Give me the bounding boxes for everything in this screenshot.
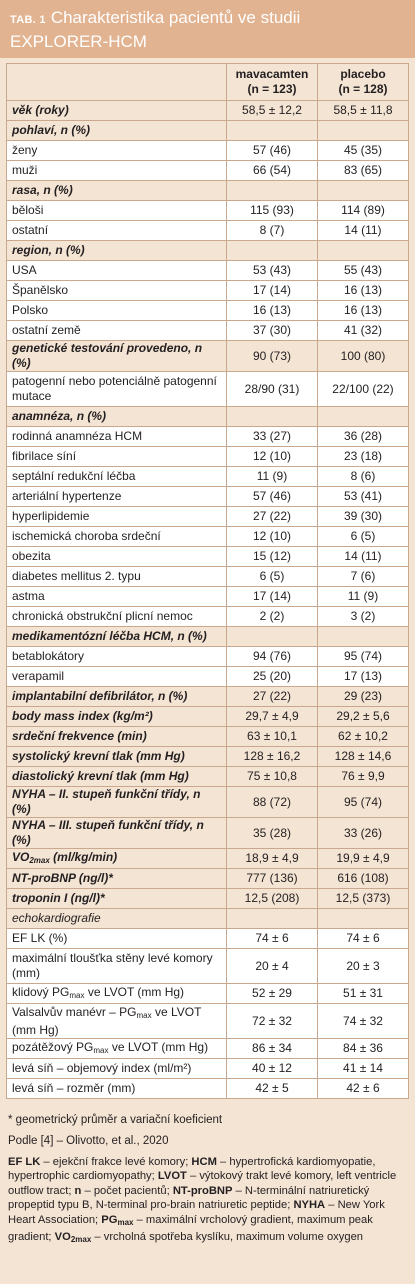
placebo-value: 14 (11) [318, 547, 409, 567]
row-label: muži [7, 161, 227, 181]
placebo-value [318, 121, 409, 141]
row-label: ženy [7, 141, 227, 161]
row-label: chronická obstrukční plicní nemoc [7, 607, 227, 627]
table-row [7, 929, 409, 949]
placebo-value: 45 (35) [318, 141, 409, 161]
placebo-value: 19,9 ± 4,9 [318, 849, 409, 869]
placebo-value [318, 909, 409, 929]
row-label: anamnéza, n (%) [7, 407, 227, 427]
placebo-value: 83 (65) [318, 161, 409, 181]
placebo-value: 41 (32) [318, 321, 409, 341]
mavacamten-value: 40 ± 12 [227, 1059, 318, 1079]
placebo-value [318, 407, 409, 427]
mavacamten-value: 12 (10) [227, 447, 318, 467]
table-row [7, 507, 409, 527]
abbreviation-term: NYHA [293, 1199, 326, 1212]
mavacamten-value: 2 (2) [227, 607, 318, 627]
table-row [7, 301, 409, 321]
mavacamten-value [227, 627, 318, 647]
table-row [7, 567, 409, 587]
abbreviation-term: $PG_{max}$ [101, 1213, 134, 1227]
table-row [7, 687, 409, 707]
mavacamten-value: 88 (72) [227, 787, 318, 818]
mavacamten-value: 27 (22) [227, 687, 318, 707]
row-label: diabetes mellitus 2. typu [7, 567, 227, 587]
row-label: pozátěžový $PG_{max}$ ve LVOT (mm Hg) [7, 1039, 227, 1059]
mavacamten-value: 17 (14) [227, 587, 318, 607]
abbreviation-term: EF LK [8, 1156, 41, 1168]
placebo-value: 12,5 (373) [318, 889, 409, 909]
mavacamten-value: 90 (73) [227, 341, 318, 372]
row-label: arteriální hypertenze [7, 487, 227, 507]
placebo-value: 16 (13) [318, 301, 409, 321]
placebo-value: 20 ± 3 [318, 949, 409, 984]
placebo-value: 17 (13) [318, 667, 409, 687]
placebo-header-label: placebo [340, 67, 386, 81]
placebo-value: 100 (80) [318, 341, 409, 372]
placebo-value: 23 (18) [318, 447, 409, 467]
row-label: patogenní nebo potenciálně patogenní mutace [7, 372, 227, 407]
row-label: body mass index (kg/m²) [7, 707, 227, 727]
row-label: rodinná anamnéza HCM [7, 427, 227, 447]
table-row [7, 547, 409, 567]
mavacamten-value: 15 (12) [227, 547, 318, 567]
placebo-header-n: (n = 128) [338, 82, 388, 96]
placebo-value: 33 (26) [318, 818, 409, 849]
table-row [7, 627, 409, 647]
placebo-value: 74 ± 32 [318, 1004, 409, 1039]
row-label: troponin I (ng/l)* [7, 889, 227, 909]
placebo-value: 14 (11) [318, 221, 409, 241]
mavacamten-value: 12 (10) [227, 527, 318, 547]
row-label: astma [7, 587, 227, 607]
table-row [7, 241, 409, 261]
table-row [7, 221, 409, 241]
row-label: implantabilní defibrilátor, n (%) [7, 687, 227, 707]
table-row [7, 607, 409, 627]
table-row [7, 1039, 409, 1059]
mavacamten-value: 11 (9) [227, 467, 318, 487]
row-label: diastolický krevní tlak (mm Hg) [7, 767, 227, 787]
table-row [7, 1059, 409, 1079]
table-title-line1: Charakteristika pacientů ve studii [50, 8, 301, 27]
mavacamten-value: 16 (13) [227, 301, 318, 321]
mavacamten-value: 6 (5) [227, 567, 318, 587]
footnote-source: Podle [4] – Olivotto, et al., 2020 [8, 1135, 169, 1147]
row-label: hyperlipidemie [7, 507, 227, 527]
table-head-row [7, 64, 409, 101]
mavacamten-header-n: (n = 123) [247, 82, 297, 96]
table-row [7, 141, 409, 161]
mavacamten-value: 8 (7) [227, 221, 318, 241]
row-label: region, n (%) [7, 241, 227, 261]
mavacamten-value: 53 (43) [227, 261, 318, 281]
mavacamten-value [227, 121, 318, 141]
mavacamten-value: 18,9 ± 4,9 [227, 849, 318, 869]
placebo-value [318, 181, 409, 201]
table-row [7, 984, 409, 1004]
placebo-value: 29,2 ± 5,6 [318, 707, 409, 727]
abbreviation-term: LVOT [157, 1170, 187, 1183]
row-label: $VO_{2max}$ (ml/kg/min) [7, 849, 227, 869]
table-row [7, 587, 409, 607]
table-header-banner [0, 0, 415, 58]
mavacamten-value: 115 (93) [227, 201, 318, 221]
table-row [7, 372, 409, 407]
table-row [7, 467, 409, 487]
placebo-value: 11 (9) [318, 587, 409, 607]
mavacamten-column-header [227, 64, 318, 101]
row-label: NT-proBNP (ng/l)* [7, 869, 227, 889]
placebo-value: 36 (28) [318, 427, 409, 447]
placebo-value: 39 (30) [318, 507, 409, 527]
row-label: Španělsko [7, 281, 227, 301]
placebo-value: 95 (74) [318, 787, 409, 818]
placebo-value: 55 (43) [318, 261, 409, 281]
table-row [7, 101, 409, 121]
placebo-value: 42 ± 6 [318, 1079, 409, 1099]
placebo-value: 29 (23) [318, 687, 409, 707]
row-label: NYHA – III. stupeň funkční třídy, n (%) [7, 818, 227, 849]
table-row [7, 201, 409, 221]
row-label: fibrilace síní [7, 447, 227, 467]
placebo-value: 53 (41) [318, 487, 409, 507]
table-row [7, 869, 409, 889]
table-footer [0, 1113, 415, 1247]
table-row [7, 487, 409, 507]
placebo-value: 114 (89) [318, 201, 409, 221]
table-row [7, 1004, 409, 1039]
placebo-value: 16 (13) [318, 281, 409, 301]
table-row [7, 707, 409, 727]
table-row [7, 787, 409, 818]
mavacamten-value: 63 ± 10,1 [227, 727, 318, 747]
mavacamten-value [227, 407, 318, 427]
table-row [7, 818, 409, 849]
mavacamten-value: 777 (136) [227, 869, 318, 889]
footnote-geometric-mean: * geometrický průměr a variační koeficient [8, 1114, 223, 1126]
mavacamten-value: 58,5 ± 12,2 [227, 101, 318, 121]
placebo-value: 51 ± 31 [318, 984, 409, 1004]
table-row [7, 767, 409, 787]
mavacamten-header-label: mavacamten [235, 67, 309, 81]
row-label: verapamil [7, 667, 227, 687]
table-row [7, 427, 409, 447]
table-row [7, 321, 409, 341]
row-label: obezita [7, 547, 227, 567]
table-row [7, 407, 409, 427]
placebo-value: 84 ± 36 [318, 1039, 409, 1059]
row-label: Polsko [7, 301, 227, 321]
placebo-value: 3 (2) [318, 607, 409, 627]
abbreviation-term: $VO_{2max}$ [54, 1231, 92, 1245]
mavacamten-value: 94 (76) [227, 647, 318, 667]
mavacamten-value: 12,5 (208) [227, 889, 318, 909]
patient-characteristics-table [6, 63, 409, 1099]
placebo-value [318, 241, 409, 261]
mavacamten-value: 33 (27) [227, 427, 318, 447]
mavacamten-value [227, 909, 318, 929]
table-row [7, 1079, 409, 1099]
mavacamten-value: 20 ± 4 [227, 949, 318, 984]
row-label: Valsalvův manévr – $PG_{max}$ ve LVOT (mm Hg) [7, 1004, 227, 1039]
table-row [7, 341, 409, 372]
abbreviation-term: NT-proBNP [172, 1184, 233, 1197]
row-label: ostatní [7, 221, 227, 241]
row-label: genetické testování provedeno, n (%) [7, 341, 227, 372]
abbreviation-definition: – maximální vrcholový gradient, maximum peak gradient; [8, 1213, 373, 1244]
placebo-value: 58,5 ± 11,8 [318, 101, 409, 121]
row-label: levá síň – rozměr (mm) [7, 1079, 227, 1099]
mavacamten-value: 37 (30) [227, 321, 318, 341]
placebo-value: 6 (5) [318, 527, 409, 547]
table-row [7, 667, 409, 687]
row-label: EF LK (%) [7, 929, 227, 949]
mavacamten-value: 35 (28) [227, 818, 318, 849]
placebo-value: 8 (6) [318, 467, 409, 487]
row-label: betablokátory [7, 647, 227, 667]
row-label: maximální tloušťka stěny levé komory (mm) [7, 949, 227, 984]
abbreviation-definition: – hypertrofická kardiomyopatie, hypertrophic cardiomyopathy; [8, 1156, 376, 1183]
mavacamten-value: 27 (22) [227, 507, 318, 527]
mavacamten-value: 28/90 (31) [227, 372, 318, 407]
mavacamten-value: 42 ± 5 [227, 1079, 318, 1099]
placebo-value: 41 ± 14 [318, 1059, 409, 1079]
table-title-line2: EXPLORER-HCM [10, 32, 147, 51]
placebo-column-header [318, 64, 409, 101]
table-row [7, 161, 409, 181]
table-row [7, 727, 409, 747]
row-label: ischemická choroba srdeční [7, 527, 227, 547]
abbreviation-term: n [74, 1184, 82, 1197]
placebo-value [318, 627, 409, 647]
row-label: medikamentózní léčba HCM, n (%) [7, 627, 227, 647]
row-label: věk (roky) [7, 101, 227, 121]
row-label: septální redukční léčba [7, 467, 227, 487]
label-column-header [7, 64, 227, 101]
mavacamten-value: 25 (20) [227, 667, 318, 687]
placebo-value: 95 (74) [318, 647, 409, 667]
mavacamten-value [227, 241, 318, 261]
placebo-value: 616 (108) [318, 869, 409, 889]
table-row [7, 447, 409, 467]
row-label: USA [7, 261, 227, 281]
abbreviation-term: HCM [191, 1156, 217, 1168]
row-label: klidový $PG_{max}$ ve LVOT (mm Hg) [7, 984, 227, 1004]
placebo-value: 62 ± 10,2 [318, 727, 409, 747]
mavacamten-value: 128 ± 16,2 [227, 747, 318, 767]
mavacamten-value: 29,7 ± 4,9 [227, 707, 318, 727]
table-row [7, 121, 409, 141]
table-row [7, 889, 409, 909]
mavacamten-value [227, 181, 318, 201]
abbreviations-legend [8, 1155, 407, 1247]
table-row [7, 281, 409, 301]
row-label: ostatní země [7, 321, 227, 341]
abbreviation-definition: – výtokový trakt levé komory, left ventricle outflow tract; [8, 1170, 397, 1197]
mavacamten-value: 86 ± 34 [227, 1039, 318, 1059]
placebo-value: 22/100 (22) [318, 372, 409, 407]
mavacamten-value: 74 ± 6 [227, 929, 318, 949]
row-label: pohlaví, n (%) [7, 121, 227, 141]
row-label: srdeční frekvence (min) [7, 727, 227, 747]
mavacamten-value: 72 ± 32 [227, 1004, 318, 1039]
abbreviation-definition: – počet pacientů; [81, 1184, 173, 1197]
abbreviation-definition: – New York Heart Association; [8, 1199, 385, 1226]
mavacamten-value: 75 ± 10,8 [227, 767, 318, 787]
row-label: běloši [7, 201, 227, 221]
table-row [7, 909, 409, 929]
row-label: echokardiografie [7, 909, 227, 929]
table-body [7, 101, 409, 1099]
abbreviation-definition: – ejekční frakce levé komory; [40, 1156, 192, 1168]
table-number: TAB. 1 [10, 14, 46, 26]
mavacamten-value: 52 ± 29 [227, 984, 318, 1004]
mavacamten-value: 57 (46) [227, 487, 318, 507]
mavacamten-value: 17 (14) [227, 281, 318, 301]
row-label: NYHA – II. stupeň funkční třídy, n (%) [7, 787, 227, 818]
abbreviation-definition: – vrcholná spotřeba kyslíku, maximum volume oxygen [91, 1231, 364, 1244]
mavacamten-value: 66 (54) [227, 161, 318, 181]
table-row [7, 261, 409, 281]
table-row [7, 747, 409, 767]
placebo-value: 76 ± 9,9 [318, 767, 409, 787]
table-row [7, 527, 409, 547]
row-label: rasa, n (%) [7, 181, 227, 201]
row-label: systolický krevní tlak (mm Hg) [7, 747, 227, 767]
placebo-value: 128 ± 14,6 [318, 747, 409, 767]
table-row [7, 647, 409, 667]
table-row [7, 181, 409, 201]
placebo-value: 7 (6) [318, 567, 409, 587]
abbreviation-definition: – N-terminální natriuretický propeptid typu B, N-terminal pro-brain natriuretic peptide; [8, 1184, 370, 1212]
placebo-value: 74 ± 6 [318, 929, 409, 949]
table-row [7, 949, 409, 984]
mavacamten-value: 57 (46) [227, 141, 318, 161]
row-label: levá síň – objemový index (ml/m²) [7, 1059, 227, 1079]
table-row [7, 849, 409, 869]
